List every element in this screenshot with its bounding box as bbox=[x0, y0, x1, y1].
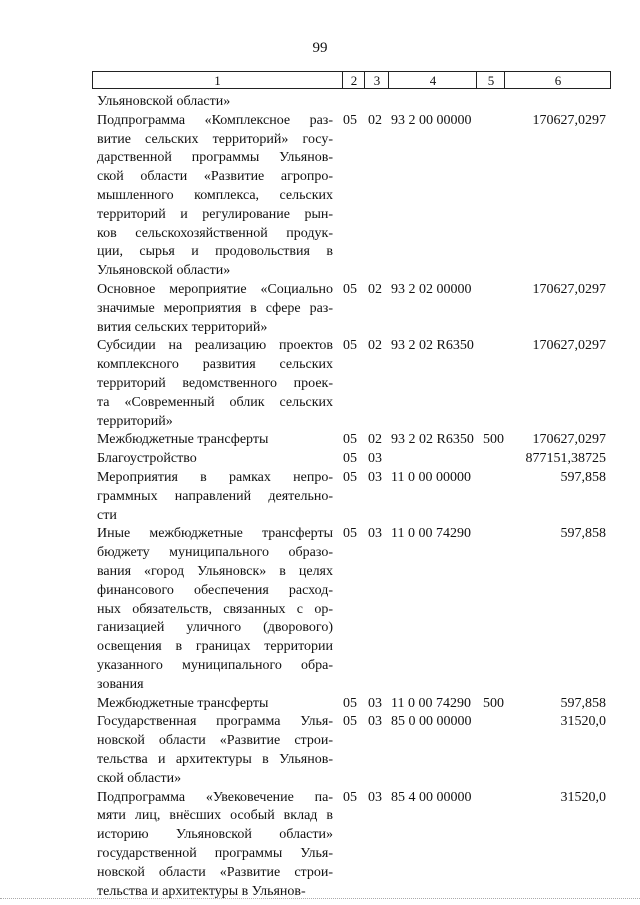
cell-c3: 03 bbox=[368, 695, 382, 711]
cell-c4: 85 0 00 00000 bbox=[391, 714, 472, 730]
row-description bbox=[97, 525, 333, 694]
cell-c4: 85 4 00 00000 bbox=[391, 789, 472, 805]
description-line: Подпрограмма «Комплексное раз- bbox=[97, 112, 333, 128]
description-line: ской области» bbox=[97, 770, 182, 786]
description-line: указанного муниципального обра- bbox=[97, 657, 333, 673]
cell-c4: 93 2 00 00000 bbox=[391, 112, 472, 128]
description-line: Межбюджетные трансферты bbox=[97, 432, 269, 448]
cell-c4: 93 2 02 R6350 bbox=[391, 338, 474, 354]
description-line: вания «город Ульяновск» в целях bbox=[97, 563, 333, 579]
description-line: тельства и архитектуры в Ульянов- bbox=[97, 883, 306, 899]
description-line: тельства и архитектуры в Ульянов- bbox=[97, 751, 333, 767]
description-line: финансового обеспечения расход- bbox=[97, 582, 333, 598]
description-line: новской области «Развитие строи- bbox=[97, 733, 333, 749]
row-description bbox=[97, 337, 333, 431]
description-line: Основное мероприятие «Социально bbox=[97, 282, 333, 297]
description-line: дарственной программы Ульянов- bbox=[97, 150, 333, 166]
cell-c6: 170627,0297 bbox=[532, 282, 606, 297]
cell-c2: 05 bbox=[343, 695, 357, 711]
column-header-3: 3 bbox=[364, 72, 389, 88]
description-line: ской области «Развитие агропро- bbox=[97, 169, 333, 185]
cell-c3: 03 bbox=[368, 470, 382, 485]
cell-c3: 03 bbox=[368, 789, 382, 805]
column-header-1: 1 bbox=[214, 73, 221, 88]
row-description bbox=[97, 93, 333, 112]
column-header-2: 2 bbox=[342, 72, 365, 88]
row-description bbox=[97, 469, 333, 525]
description-line: Межбюджетные трансферты bbox=[97, 695, 269, 711]
cell-c2: 05 bbox=[343, 789, 357, 805]
cell-c2: 05 bbox=[343, 526, 357, 542]
cell-c6: 31520,0 bbox=[560, 714, 606, 730]
row-description bbox=[97, 431, 333, 450]
cell-c3: 03 bbox=[368, 451, 382, 467]
description-line: зования bbox=[97, 676, 144, 692]
cell-c2: 05 bbox=[343, 451, 357, 467]
description-line: Государственная программа Улья- bbox=[97, 714, 333, 730]
description-line: Ульяновской области» bbox=[97, 94, 231, 109]
cell-c6: 597,858 bbox=[560, 695, 606, 711]
column-header-5: 5 bbox=[476, 72, 505, 88]
description-line: территорий и регулирование рын- bbox=[97, 206, 333, 222]
description-line: государственной программы Улья- bbox=[97, 845, 333, 861]
description-line: Мероприятия в рамках непро- bbox=[97, 470, 333, 485]
description-line: граммных направлений деятельно- bbox=[97, 488, 333, 504]
description-line: вития сельских территорий» bbox=[97, 319, 268, 335]
cell-c6: 31520,0 bbox=[560, 789, 606, 805]
row-description bbox=[97, 281, 333, 337]
cell-c2: 05 bbox=[343, 470, 357, 485]
cell-c4: 11 0 00 00000 bbox=[391, 470, 471, 485]
row-description bbox=[97, 450, 333, 469]
cell-c5: 500 bbox=[483, 695, 504, 711]
cell-c6: 597,858 bbox=[560, 470, 606, 485]
cell-c6: 170627,0297 bbox=[532, 338, 606, 354]
row-description bbox=[97, 695, 333, 714]
cell-c2: 05 bbox=[343, 338, 357, 354]
description-line: значимые мероприятия в сфере раз- bbox=[97, 300, 333, 316]
cell-c3: 03 bbox=[368, 714, 382, 730]
row-description bbox=[97, 789, 333, 902]
description-line: комплексного развития сельских bbox=[97, 357, 333, 373]
description-line: мышленного комплекса, сельских bbox=[97, 187, 333, 203]
description-line: бюджету муниципального образо- bbox=[97, 545, 333, 561]
description-line: витие сельских территорий» госу- bbox=[97, 131, 333, 147]
description-line: Благоустройство bbox=[97, 451, 197, 467]
row-description bbox=[97, 112, 333, 281]
description-line: Иные межбюджетные трансферты bbox=[97, 526, 333, 542]
description-line: мяти лиц, внёсших особый вклад в bbox=[97, 808, 333, 824]
description-line: ции, сырья и продовольствия в bbox=[97, 244, 333, 260]
cell-c6: 170627,0297 bbox=[532, 432, 606, 448]
scan-edge-divider bbox=[0, 898, 640, 899]
description-line: историю Ульяновской области» bbox=[97, 827, 333, 843]
description-line: ков сельскохозяйственной продук- bbox=[97, 225, 333, 241]
cell-c2: 05 bbox=[343, 432, 357, 448]
description-line: ганизацией уличного (дворового) bbox=[97, 620, 333, 636]
column-header-4: 4 bbox=[388, 72, 477, 88]
description-line: новской области «Развитие строи- bbox=[97, 864, 333, 880]
cell-c2: 05 bbox=[343, 282, 357, 297]
cell-c5: 500 bbox=[483, 432, 504, 448]
cell-c4: 11 0 00 74290 bbox=[391, 695, 471, 711]
description-line: та «Современный облик сельских bbox=[97, 394, 333, 410]
cell-c3: 02 bbox=[368, 282, 382, 297]
cell-c3: 03 bbox=[368, 526, 382, 542]
description-line: сти bbox=[97, 507, 117, 523]
cell-c4: 93 2 02 R6350 bbox=[391, 432, 474, 448]
row-description bbox=[97, 713, 333, 788]
description-line: территорий» bbox=[97, 413, 173, 429]
description-line: Субсидии на реализацию проектов bbox=[97, 338, 333, 354]
cell-c3: 02 bbox=[368, 432, 382, 448]
cell-c3: 02 bbox=[368, 112, 382, 128]
cell-c6: 877151,38725 bbox=[525, 451, 606, 467]
cell-c4: 11 0 00 74290 bbox=[391, 526, 471, 542]
description-line: территорий ведомственного проек- bbox=[97, 375, 333, 391]
cell-c6: 170627,0297 bbox=[532, 112, 606, 128]
cell-c6: 597,858 bbox=[560, 526, 606, 542]
cell-c3: 02 bbox=[368, 338, 382, 354]
description-line: Подпрограмма «Увековечение па- bbox=[97, 789, 333, 805]
cell-c2: 05 bbox=[343, 112, 357, 128]
cell-c4: 93 2 02 00000 bbox=[391, 282, 472, 297]
description-line: освещения в границах территории bbox=[97, 639, 333, 655]
column-header-6: 6 bbox=[504, 72, 611, 88]
cell-c2: 05 bbox=[343, 714, 357, 730]
description-line: Ульяновской области» bbox=[97, 263, 231, 279]
page-number: 99 bbox=[312, 40, 328, 56]
description-line: ных обязательств, связанных с ор- bbox=[97, 601, 333, 617]
table-header bbox=[92, 71, 611, 89]
